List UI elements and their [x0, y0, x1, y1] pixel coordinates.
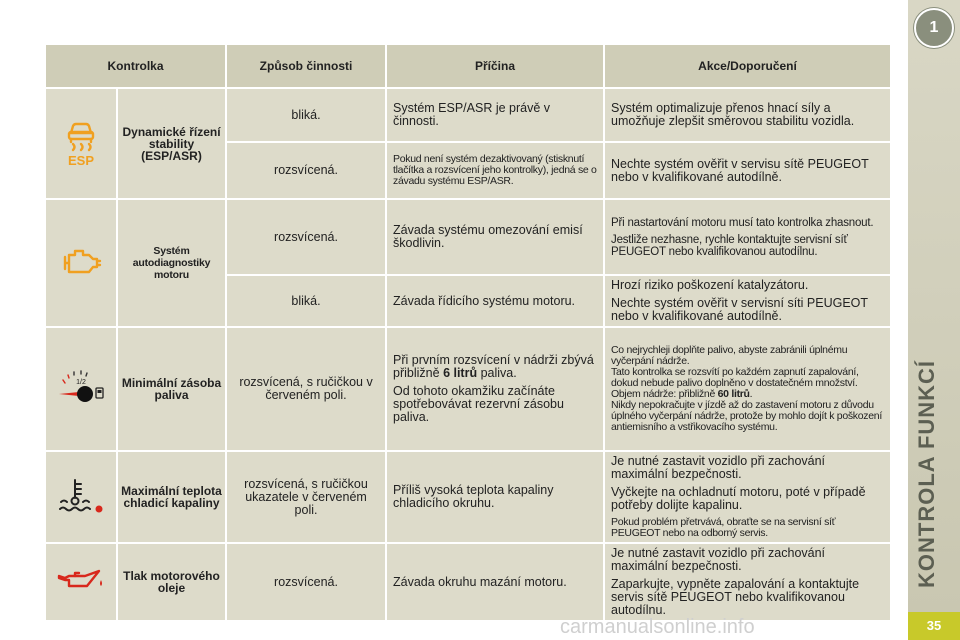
row-cause: Závada řídicího systému motoru. — [387, 276, 603, 326]
table-header-row — [46, 45, 890, 87]
table-row — [46, 544, 890, 620]
engine-icon — [59, 245, 103, 279]
action-text: Vyčkejte na ochladnutí motoru, poté v případě potřeby dolijte kapalinu. — [611, 485, 866, 512]
watermark: carmanualsonline.info — [560, 616, 755, 638]
row-how: rozsvícená. — [227, 143, 385, 198]
row-action — [605, 544, 890, 620]
header-akce: Akce/Doporučení — [605, 45, 890, 87]
header-zpusob: Způsob činnosti — [227, 45, 385, 87]
action-text: Systém optimalizuje přenos hnací síly a umožňuje zlepšit směrovou stabilitu vozidla. — [611, 101, 855, 128]
cause-text: Při prvním rozsvícení v nádrži zbývá přibližně 6 litrů paliva. — [393, 353, 594, 380]
page-number: 35 — [908, 612, 960, 640]
svg-text:ESP: ESP — [67, 153, 95, 167]
action-text: Nikdy nepokračujte v jízdě až do zastavení motoru z důvodu úplného vyčerpání nádrže, protože by mohlo dojít k poškození antiemisního a vstřikovacího systému. — [611, 399, 882, 433]
action-text: Objem nádrže: přibližně 60 litrů. — [611, 388, 753, 400]
row-how: rozsvícená, s ručičkou v červeném poli. — [227, 328, 385, 450]
row-cause — [387, 328, 603, 450]
row-name-coolant: Maximální teplota chladicí kapaliny — [118, 452, 225, 542]
esp-icon-cell — [46, 89, 116, 198]
action-text: Při nastartování motoru musí tato kontrolka zhasnout. — [611, 216, 874, 229]
chapter-title: KONTROLA FUNKCÍ — [914, 359, 939, 588]
action-text: Hrozí riziko poškození katalyzátoru. — [611, 278, 809, 292]
row-name-oil: Tlak motorového oleje — [118, 544, 225, 620]
row-cause: Závada okruhu mazání motoru. — [387, 544, 603, 620]
row-how: rozsvícená. — [227, 544, 385, 620]
header-kontrolka: Kontrolka — [46, 45, 225, 87]
row-name-fuel: Minimální zásoba paliva — [118, 328, 225, 450]
table-row — [46, 89, 890, 141]
row-how: rozsvícená, s ručičkou ukazatele v červeném poli. — [227, 452, 385, 542]
action-text: Jestliže nezhasne, rychle kontaktujte servisní síť PEUGEOT nebo kvalifikovanou autodílnu. — [611, 233, 848, 258]
fuel-gauge-icon — [51, 364, 111, 412]
row-action — [605, 328, 890, 450]
action-text: Pokud problém přetrvává, obraťte se na servisní síť PEUGEOT nebo na odborný servis. — [611, 516, 836, 539]
row-action — [605, 89, 890, 141]
row-action — [605, 452, 890, 542]
row-action — [605, 200, 890, 274]
warning-lights-table — [44, 43, 892, 622]
row-name-engine: Systém autodiagnostiky motoru — [118, 200, 225, 326]
row-how: rozsvícená. — [227, 200, 385, 274]
action-text: Zaparkujte, vypněte zapalování a kontaktujte servis sítě PEUGEOT nebo kvalifikovanou autodílnu. — [611, 577, 860, 617]
row-how: bliká. — [227, 89, 385, 141]
row-name-esp: Dynamické řízení stability (ESP/ASR) — [118, 89, 225, 198]
row-cause: Příliš vysoká teplota kapaliny chladicího okruhu. — [387, 452, 603, 542]
action-text: Je nutné zastavit vozidlo při zachování maximální bezpečnosti. — [611, 454, 826, 481]
row-how: bliká. — [227, 276, 385, 326]
coolant-icon-cell — [46, 452, 116, 542]
fuel-icon-cell — [46, 328, 116, 450]
engine-icon-cell — [46, 200, 116, 326]
coolant-temperature-icon — [55, 476, 107, 516]
row-cause: Pokud není systém dezaktivovaný (stisknutí tlačítka a rozsvícení jeho kontrolky), jedná se o závadu systému ESP/ASR. — [387, 143, 603, 198]
svg-text:1/2: 1/2 — [76, 378, 86, 386]
action-text: Co nejrychleji doplňte palivo, abyste zabránili úplnému vyčerpání nádrže. — [611, 344, 848, 367]
action-text: Nechte systém ověřit v servisní síti PEUGEOT nebo v kvalifikované autodílně. — [611, 296, 868, 323]
row-cause: Závada systému omezování emisí škodlivin. — [387, 200, 603, 274]
row-cause: Systém ESP/ASR je právě v činnosti. — [387, 89, 603, 141]
chapter-number-badge: 1 — [914, 8, 954, 48]
table-row — [46, 200, 890, 274]
action-text: Je nutné zastavit vozidlo při zachování maximální bezpečnosti. — [611, 546, 826, 573]
oil-can-icon — [55, 566, 107, 596]
row-action — [605, 143, 890, 198]
row-action — [605, 276, 890, 326]
action-text: Nechte systém ověřit v servisu sítě PEUGEOT nebo v kvalifikované autodílně. — [611, 156, 869, 184]
cause-text: Od tohoto okamžiku začínáte spotřebovávat rezervní zásobu paliva. — [393, 384, 564, 424]
table-row — [46, 328, 890, 450]
oil-icon-cell — [46, 544, 116, 620]
esp-skid-icon — [61, 117, 101, 167]
header-pricina: Příčina — [387, 45, 603, 87]
table-row — [46, 452, 890, 542]
action-text: Tato kontrolka se rozsvítí po každém zapnutí zapalování, dokud nebude palivo doplněno v dostatečném množství. — [611, 366, 859, 389]
